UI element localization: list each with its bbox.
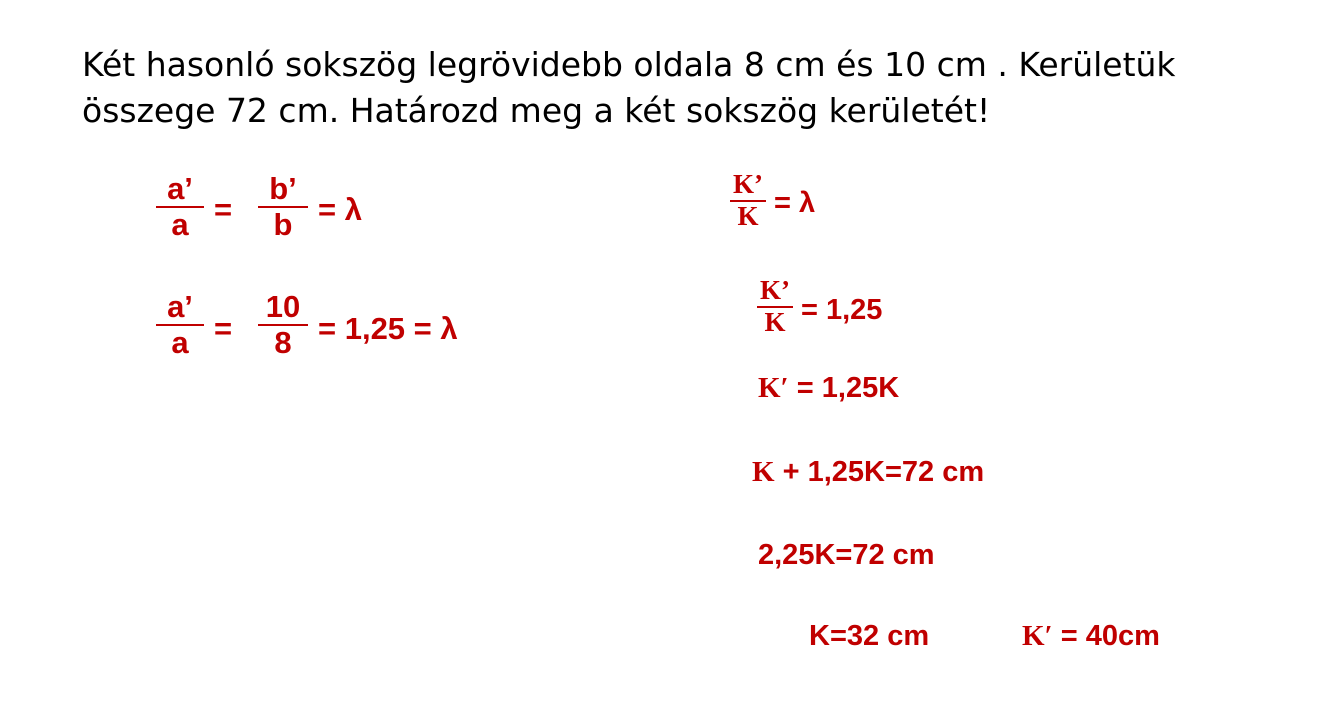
r4-rest: + 1,25K=72 cm	[774, 456, 985, 488]
eq2-rest: = 1,25 = λ	[318, 311, 458, 346]
r2-denominator: K	[764, 306, 786, 337]
eq1-fraction-a	[156, 172, 204, 242]
r2-rest: = 1,25	[801, 294, 883, 326]
eq1-frac2-numerator: b’	[269, 171, 297, 206]
r2-numerator: K’	[760, 275, 790, 305]
eq2-frac2-numerator: 10	[265, 289, 301, 324]
eq2-fraction-a	[156, 290, 204, 360]
r6-k-prime: K′	[1022, 620, 1053, 652]
r5-equation: 2,25K=72 cm	[758, 539, 935, 571]
r3-equation	[758, 372, 899, 405]
r3-k-prime: K′	[758, 372, 789, 404]
eq1-frac1-denominator: a	[171, 207, 189, 243]
r3-rest: = 1,25K	[788, 372, 900, 404]
eq1-fraction-b	[258, 172, 308, 242]
eq1-rest: = λ	[318, 192, 362, 227]
problem-statement	[82, 42, 1282, 134]
r1-fraction	[730, 170, 766, 231]
r4-k: K	[752, 456, 775, 488]
eq1-equals: =	[214, 192, 233, 227]
eq2-frac1-numerator: a’	[167, 289, 193, 324]
eq1-frac1-numerator: a’	[167, 171, 193, 206]
eq2-frac2-denominator: 8	[274, 325, 292, 361]
eq1-frac2-denominator: b	[273, 207, 293, 243]
r6-rest: = 40cm	[1052, 620, 1160, 652]
eq2-equals: =	[214, 311, 233, 346]
r1-rest: = λ	[774, 187, 816, 219]
r1-numerator: K’	[733, 169, 763, 199]
problem-line-2: összege 72 cm. Határozd meg a két sokszög kerületét!	[82, 91, 991, 130]
problem-line-1: Két hasonló sokszög legrövidebb oldala 8 cm és 10 cm . Kerületük	[82, 45, 1176, 84]
r2-fraction	[757, 276, 793, 337]
r6-result-k-prime	[1022, 620, 1160, 653]
r4-equation	[752, 456, 984, 489]
eq2-frac1-denominator: a	[171, 325, 189, 361]
eq2-fraction-ratio	[258, 290, 308, 360]
r6-result-k: K=32 cm	[809, 620, 930, 652]
r1-denominator: K	[737, 200, 759, 231]
